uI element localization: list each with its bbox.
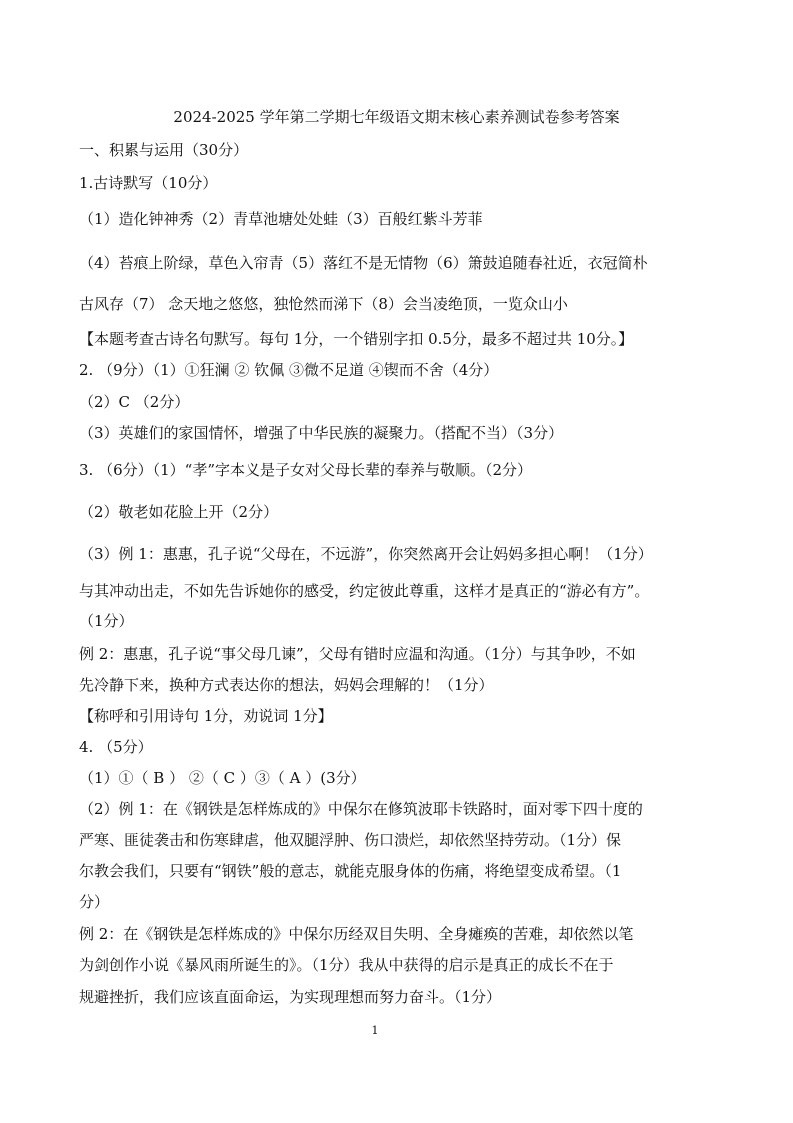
scoring-note: 【称呼和引用诗句 1分，劝说词 1分】 (79, 707, 333, 725)
answer-line: 与其冲动出走，不如先告诉她你的感受，约定彼此尊重，这样才是真正的“游必有方”。 (79, 582, 650, 600)
answer-line: （1）造化钟神秀（2）青草池塘处处蛙（3）百般红紫斗芳菲 (79, 210, 483, 228)
answer-line: 先冷静下来，换种方式表达你的想法，妈妈会理解的！（1分） (79, 676, 494, 694)
answer-line: （2）例 1：在《钢铁是怎样炼成的》中保尔在修筑波耶卡铁路时，面对零下四十度的 (79, 800, 643, 818)
answer-line: 为剑创作小说《暴风雨所诞生的》。（1分）我从中获得的启示是真正的成长不在于 (79, 956, 614, 974)
answer-line: 分） (79, 893, 110, 911)
answer-line: （2）C （2分） (79, 393, 190, 411)
answer-line: （1）①（ B ） ②（ C ）③（ A ）(3分） (79, 769, 366, 787)
answer-line: （1分） (79, 612, 134, 630)
answer-line: 尔教会我们，只要有“钢铁”般的意志，就能克服身体的伤痛，将绝望变成希望。（1 (79, 862, 622, 880)
answer-line: 例 2：惠惠，孔子说“事父母几谏”，父母有错时应温和沟通。（1分）与其争吵，不如 (79, 645, 636, 663)
answer-line: 例 2：在《钢铁是怎样炼成的》中保尔历经双目失明、全身瘫痪的苦难，却依然以笔 (79, 925, 634, 943)
answer-line: （4）苔痕上阶绿，草色入帘青（5）落红不是无情物（6）箫鼓追随春社近，衣冠简朴 (79, 254, 648, 272)
scoring-note: 【本题考查古诗名句默写。每句 1分，一个错别字扣 0.5分，最多不超过共 10分。】 (79, 330, 634, 348)
answer-line: （2）敬老如花脸上开（2分） (79, 503, 279, 521)
answer-line: 规避挫折，我们应该直面命运，为实现理想而努力奋斗。（1分） (79, 988, 502, 1006)
answer-line: 2. （9分）（1）①狂澜 ② 钦佩 ③微不足道 ④锲而不舍（4分） (79, 361, 499, 379)
page-title: 2024-2025 学年第二学期七年级语文期末核心素养测试卷参考答案 (173, 108, 620, 126)
answer-line: 严寒、匪徒袭击和伤寒肆虐，他双腿浮肿、伤口溃烂，却依然坚持劳动。（1分）保 (79, 831, 622, 849)
answer-line: 古风存（7） 念天地之悠悠，独怆然而涕下（8）会当凌绝顶，一览众山小 (79, 295, 568, 313)
question-heading: 1.古诗默写（10分） (79, 174, 218, 192)
question-heading: 4. （5分） (79, 738, 153, 756)
section-heading: 一、积累与运用（30分） (79, 141, 249, 159)
page-number: 1 (371, 1024, 379, 1037)
answer-line: （3）英雄们的家国情怀，增强了中华民族的凝聚力。（搭配不当）（3分） (79, 424, 564, 442)
answer-line: （3）例 1：惠惠，孔子说“父母在，不远游”，你突然离开会让妈妈多担心啊！（1分） (79, 545, 653, 563)
answer-line: 3. （6分）（1）“孝”字本义是子女对父母长辈的奉养与敬顺。（2分） (79, 461, 533, 479)
